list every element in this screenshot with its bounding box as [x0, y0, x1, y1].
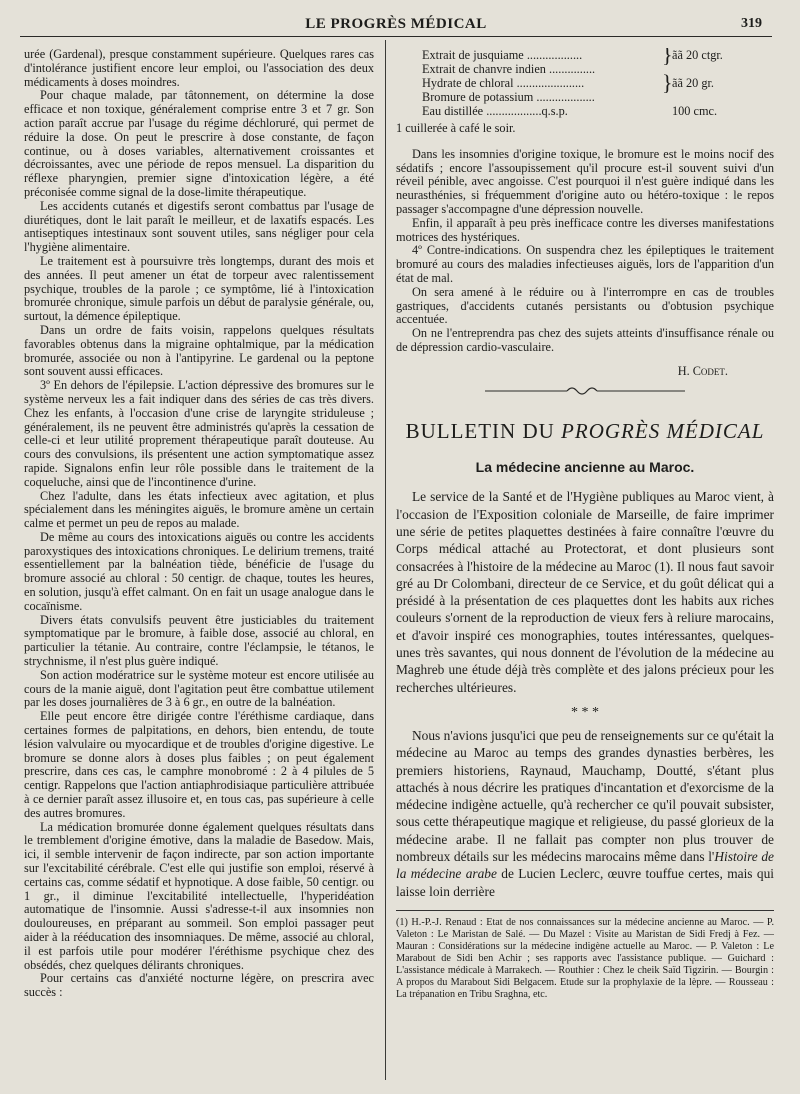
brace-mark: } [662, 48, 673, 67]
bulletin-title [396, 419, 774, 443]
paragraph: Les accidents cutanés et digestifs seront combattus par l'usage de diurétiques, dont le lait paraît le meilleur, et de laxatifs espacés. Les antiseptiques intestinaux sont souvent utiles, sans négliger pour cela l'hygiène alimentaire. [24, 198, 374, 255]
asterism: * * * [571, 704, 599, 720]
paragraph: On ne l'entreprendra pas chez des sujets atteints d'insuffisance rénale ou de dépression cardio-vasculaire. [396, 326, 774, 354]
paragraph: Enfin, il apparaît à peu près inefficace contre les diverses manifestations motrices des hystériques. [396, 215, 774, 244]
article-paragraph [396, 727, 774, 900]
prescription-item: Bromure de potassium ................... [422, 90, 595, 104]
prescription-dose: ãã 20 ctgr. [672, 48, 723, 62]
paragraph: 4º Contre-indications. On suspendra chez les épileptiques le traitement bromuré au cours des maladies infectieuses aiguës, lors de l'apparition d'un état de mal. [396, 243, 774, 285]
page-number: 319 [741, 16, 762, 31]
article [396, 458, 774, 900]
prescription-dose: ãã 20 gr. [672, 76, 715, 90]
paragraph: Dans un ordre de faits voisin, rappelons quelques résultats favorables obtenus dans la migraine ophtalmique, par la médication bromurée, associée ou non à l'antipyrine. Le gardenal ou la peptone sont souvent aussi efficaces. [24, 322, 374, 379]
prescription-item: Eau distillée ..................q.s.p. [422, 104, 568, 118]
bulletin-title-prefix: BULLETIN DU [405, 418, 562, 443]
bulletin-title-journal: PROGRÈS MÉDICAL [561, 418, 765, 443]
left-column [24, 48, 374, 1080]
paragraph: De même au cours des intoxications aiguës ou contre les accidents paroxystiques des intoxications chroniques. Le delirium tremens, traité essentiellement par la balnéation tiède, bénéficie de l'usage du bromure associé au chloral : 50 centigr. de chaque, toutes les heures, en solution, jusqu'à effet calmant. On en fait un usage analogue dans le cocaïnisme. [24, 529, 374, 613]
article-title: La médecine ancienne au Maroc. [475, 458, 695, 475]
footnote: (1) H.-P.-J. Renaud : Etat de nos connaissances sur la médecine ancienne au Maroc. — P. Valeton : Le Maristan de Salé. — Du Mazel : Visite au Maristan de Sidi Fredj à Fez. — Mauran : Considérations sur la médecine indigène actuelle au Maroc. — P. Valeton : Le Marabout de Sidi ben Achir ; ses rapports avec l'assistance publique. — Guichard : L'assistance médicale à Marrakech. — Routhier : Chez le cheik Saïd Tigzirin. — Bourgin : A propos du Marabout Sidi Belgacem. Etude sur la prophylaxie de la lèpre. — Rousseau : La trépanation en Tribu Sraghna, etc. [396, 916, 774, 1000]
paragraph: Pour chaque malade, par tâtonnement, on détermine la dose efficace et non toxique, généralement comprise entre 3 et 7 gr. Son action paraît accrue par l'usage du régime déchloruré, qui permet de réduire la dose. On peut le prescrire à dose constante, de façon continue, ou à doses variables, alternativement croissantes et décroissantes, avec une période de repos mensuel. La disparition du réflexe pharyngien, premier signe d'intoxication légère, a été préconisée comme signal de la dose-limite thérapeutique. [24, 88, 374, 199]
paragraph: La médication bromurée donne également quelques résultats dans le tremblement d'origine émotive, dans la maladie de Basedow. Mais, ici, il semble intervenir de façon indirecte, par son action importante sur l'excitabilité cérébrale. C'est elle qui justifie son emploi, réservé à certains cas, comme sédatif et hypnotique. A dose faible, 50 centigr. ou 1 gr., il diminue l'excitabilité intellectuelle, l'hyperidéation automatique de l'insomnie. Aussi s'adresse-t-il aux insomnies non douloureuses, en préparant au sommeil. Son emploi passager peut aider à la rééducation des insomniaques. De même, associé au chloral, il est parfois utile pour modérer l'éréthisme psychique chez des obsédés, chez quelques délirants chroniques. [24, 819, 374, 972]
right-column [396, 48, 774, 1080]
article-text: Nous n'avions jusqu'ici que peu de renseignements sur ce qu'était la médecine au Maroc au temps des grandes dynasties berbères, les premiers historiens, Raynaud, Mauchamp, Doutté, s'étant plus attachés à nous décrire les pratiques d'incantation et d'exorcisme de la médecine indigène actuelle, qu'à rechercher ce qu'il pouvait subsister, sous cette thérapeutique magique et religieuse, du passé glorieux de la médecine arabe. Il ne fallait pas compter non plus trouver de nombreux détails sur les médecins marocains même dans l' [396, 727, 774, 864]
paragraph: Dans les insomnies d'origine toxique, le bromure est le moins nocif des sédatifs ; encore l'assoupissement qu'il procure est-il souvent suivi d'un réveil pénible, avec angoisse. C'est pourquoi il n'est guère indiqué dans les neurasthénies, si fréquemment d'origine auto ou hétéro-toxique : le repos passager s'accompagne d'une dépression nouvelle. [396, 146, 774, 216]
footnotes [396, 910, 774, 1001]
author-signature: H. Codet. [677, 363, 728, 378]
running-title: LE PROGRÈS MÉDICAL [305, 16, 487, 32]
prescription-item: Extrait de jusquiame .................. [422, 48, 583, 62]
paragraph: On sera amené à le réduire ou à l'interrompre en cas de troubles gastriques, d'accidents cutanés persistants ou d'obtusion psychique accentuée. [396, 284, 774, 327]
paragraph: urée (Gardenal), presque constamment supérieure. Quelques rares cas d'intolérance justifient encore leur emploi, ou l'association des deux médicaments à doses moindres. [24, 48, 374, 89]
brace-mark: } [662, 70, 673, 95]
paragraph: Le traitement est à poursuivre très longtemps, durant des mois et des années. Il peut amener un état de torpeur avec ralentissement psychique, troubles de la parole ; ce symptôme, lié à l'intoxication bromurée chronique, simule parfois un début de paralysie générale, ou, surtout, la démence épileptique. [24, 253, 374, 324]
prescription-item: Hydrate de chloral ...................... [422, 76, 585, 90]
prescription-item: Extrait de chanvre indien ............... [422, 62, 596, 76]
paragraph: Elle peut encore être dirigée contre l'éréthisme cardiaque, dans certaines formes de palpitations, en dehors, bien entendu, de toute lésion valvulaire ou myocardique et de troubles d'origine digestive. Le bromure se donne alors à doses plus faibles ; on peut également prescrire, dans ces cas, le camphre monobromé : 2 à 4 pilules de 5 centigr. Rappelons que l'action antiaphrodisiaque particulière attribuée à ce dernier paraît assez illusoire et, en tous cas, pas supérieure à celle des autres bromures. [24, 709, 374, 820]
paragraph: Divers états convulsifs peuvent être justiciables du traitement symptomatique par le bromure, à faible dose, associé au chloral, en particulier la tétanie. Au contraire, contre l'éclampsie, le tétanos, le strychnisme, il n'est plus guère indiqué. [24, 612, 374, 669]
article-text: de Lucien Leclerc, œuvre touffue certes, mais qui laisse loin derrière [396, 866, 774, 899]
paragraph: 3º En dehors de l'épilepsie. L'action dépressive des bromures sur le système nerveux les a fait indiquer dans des séries de cas très divers. Chez les enfants, à l'occasion d'une crise de laryngite striduleuse ; généralement, ils ne peuvent être administrés qu'après la cessation de celle-ci et leur utilité proprement thérapeutique paraît douteuse. Au cours des convulsions, ils présentent une action symptomatique assez rapide. Signalons enfin leur rôle possible dans le traitement de la coqueluche, ainsi que de l'incontinence d'urine. [24, 378, 374, 489]
page-header [20, 14, 772, 37]
posology: 1 cuillerée à café le soir. [396, 121, 516, 135]
paragraph: Chez l'adulte, dans les états infectieux avec agitation, et plus spécialement dans les méningites aiguës, le bromure amène un certain calme et permet un peu de repos au malade. [24, 488, 374, 531]
book-title: Histoire de la médecine arabe [396, 848, 774, 882]
paragraph: Son action modératrice sur le système moteur est encore utilisée au cours de la manie aiguë, dont l'agitation peut être combattue utilement par les doses journalières de 3 à 6 gr., en outre de la balnéation. [24, 667, 374, 710]
column-divider [385, 40, 386, 1080]
prescription-dose: 100 cmc. [672, 104, 718, 118]
paragraph: Pour certains cas d'anxiété nocturne légère, on prescrira avec succès : [24, 971, 374, 1000]
article-paragraph: Le service de la Santé et de l'Hygiène publiques au Maroc vient, à l'occasion de l'Exposition coloniale de Marseille, de faire imprimer une série de petites plaquettes destinées à faire connaître l'œuvre du Corps médical attaché au Protectorat, et dont plusieurs sont consacrées à l'histoire de la médecine au Maroc (1). Il nous faut savoir gré au Dr Colombani, directeur de ce Service, et du goût délicat qui a présidé à la présentation de ces plaquettes dont les habits aux riches couleurs s'ornent de la reproduction de vieux fers à reliure marocains, et d'avoir inspiré ces monographies, toutes intéressantes, quelques-unes très savantes, qui nous donnent de l'évolution de la médecine au Maghreb une étude déjà très complète et des jalons précieux pour les recherches ultérieures. [396, 489, 774, 695]
prescription [422, 48, 774, 118]
ornament-divider-icon [485, 385, 685, 397]
